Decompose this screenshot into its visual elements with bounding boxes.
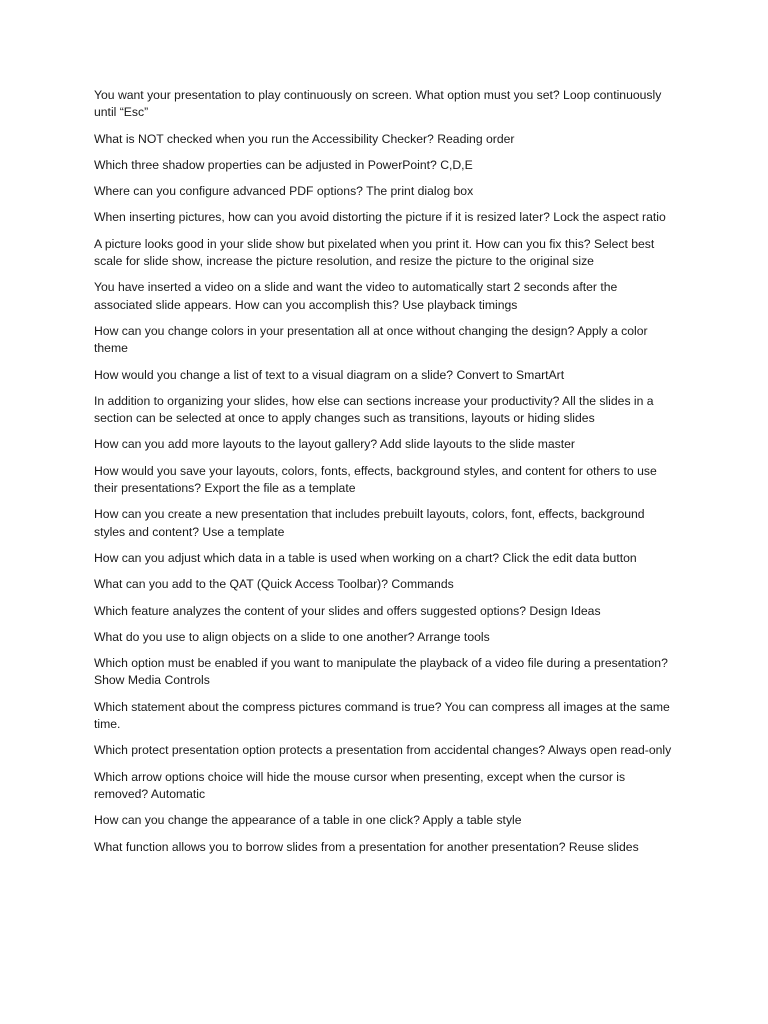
qa-paragraph: How would you save your layouts, colors, fonts, effects, background styles, and content for others to use their presentations? Export the file as a template [94, 463, 657, 496]
qa-paragraph: Which feature analyzes the content of your slides and offers suggested options? Design Ideas [94, 603, 601, 618]
qa-paragraph: What is NOT checked when you run the Accessibility Checker? Reading order [94, 131, 515, 146]
qa-paragraph: How can you adjust which data in a table is used when working on a chart? Click the edit data button [94, 550, 637, 565]
qa-paragraph: What do you use to align objects on a slide to one another? Arrange tools [94, 629, 490, 644]
qa-paragraph: You want your presentation to play continuously on screen. What option must you set? Loop continuously until “Esc” [94, 88, 662, 120]
qa-paragraph: What function allows you to borrow slides from a presentation for another presentation? Reuse slides [94, 839, 639, 854]
qa-paragraph: What can you add to the QAT (Quick Access Toolbar)? Commands [94, 577, 454, 592]
qa-paragraph: A picture looks good in your slide show but pixelated when you print it. How can you fix this? Select best scale for slide show, increase the picture resolution, and resize the picture to the original size [94, 236, 655, 269]
qa-paragraph: How would you change a list of text to a visual diagram on a slide? Convert to SmartArt [94, 367, 565, 382]
document-body [94, 87, 678, 865]
qa-paragraph: Which option must be enabled if you want to manipulate the playback of a video file during a presentation? Show Media Controls [94, 656, 668, 688]
qa-paragraph: Which three shadow properties can be adjusted in PowerPoint? C,D,E [94, 157, 473, 172]
qa-paragraph: How can you change colors in your presentation all at once without changing the design? Apply a color theme [94, 323, 648, 356]
qa-paragraph: How can you create a new presentation that includes prebuilt layouts, colors, font, effects, background styles and content? Use a template [94, 507, 645, 539]
qa-paragraph: Which arrow options choice will hide the mouse cursor when presenting, except when the cursor is removed? Automatic [94, 769, 626, 801]
qa-paragraph: Where can you configure advanced PDF options? The print dialog box [94, 184, 474, 199]
qa-paragraph: How can you add more layouts to the layout gallery? Add slide layouts to the slide master [94, 437, 575, 452]
qa-paragraph: How can you change the appearance of a table in one click? Apply a table style [94, 813, 522, 828]
qa-paragraph: Which statement about the compress pictures command is true? You can compress all images at the same time. [94, 699, 670, 732]
qa-paragraph: In addition to organizing your slides, how else can sections increase your productivity? All the slides in a section can be selected at once to apply changes such as transitions, layouts or hiding slides [94, 393, 654, 426]
qa-paragraph: When inserting pictures, how can you avoid distorting the picture if it is resized later? Lock the aspect ratio [94, 210, 666, 225]
qa-paragraph: Which protect presentation option protects a presentation from accidental changes? Always open read-only [94, 743, 672, 758]
qa-paragraph: You have inserted a video on a slide and want the video to automatically start 2 seconds after the associated slide appears. How can you accomplish this? Use playback timings [94, 280, 618, 312]
